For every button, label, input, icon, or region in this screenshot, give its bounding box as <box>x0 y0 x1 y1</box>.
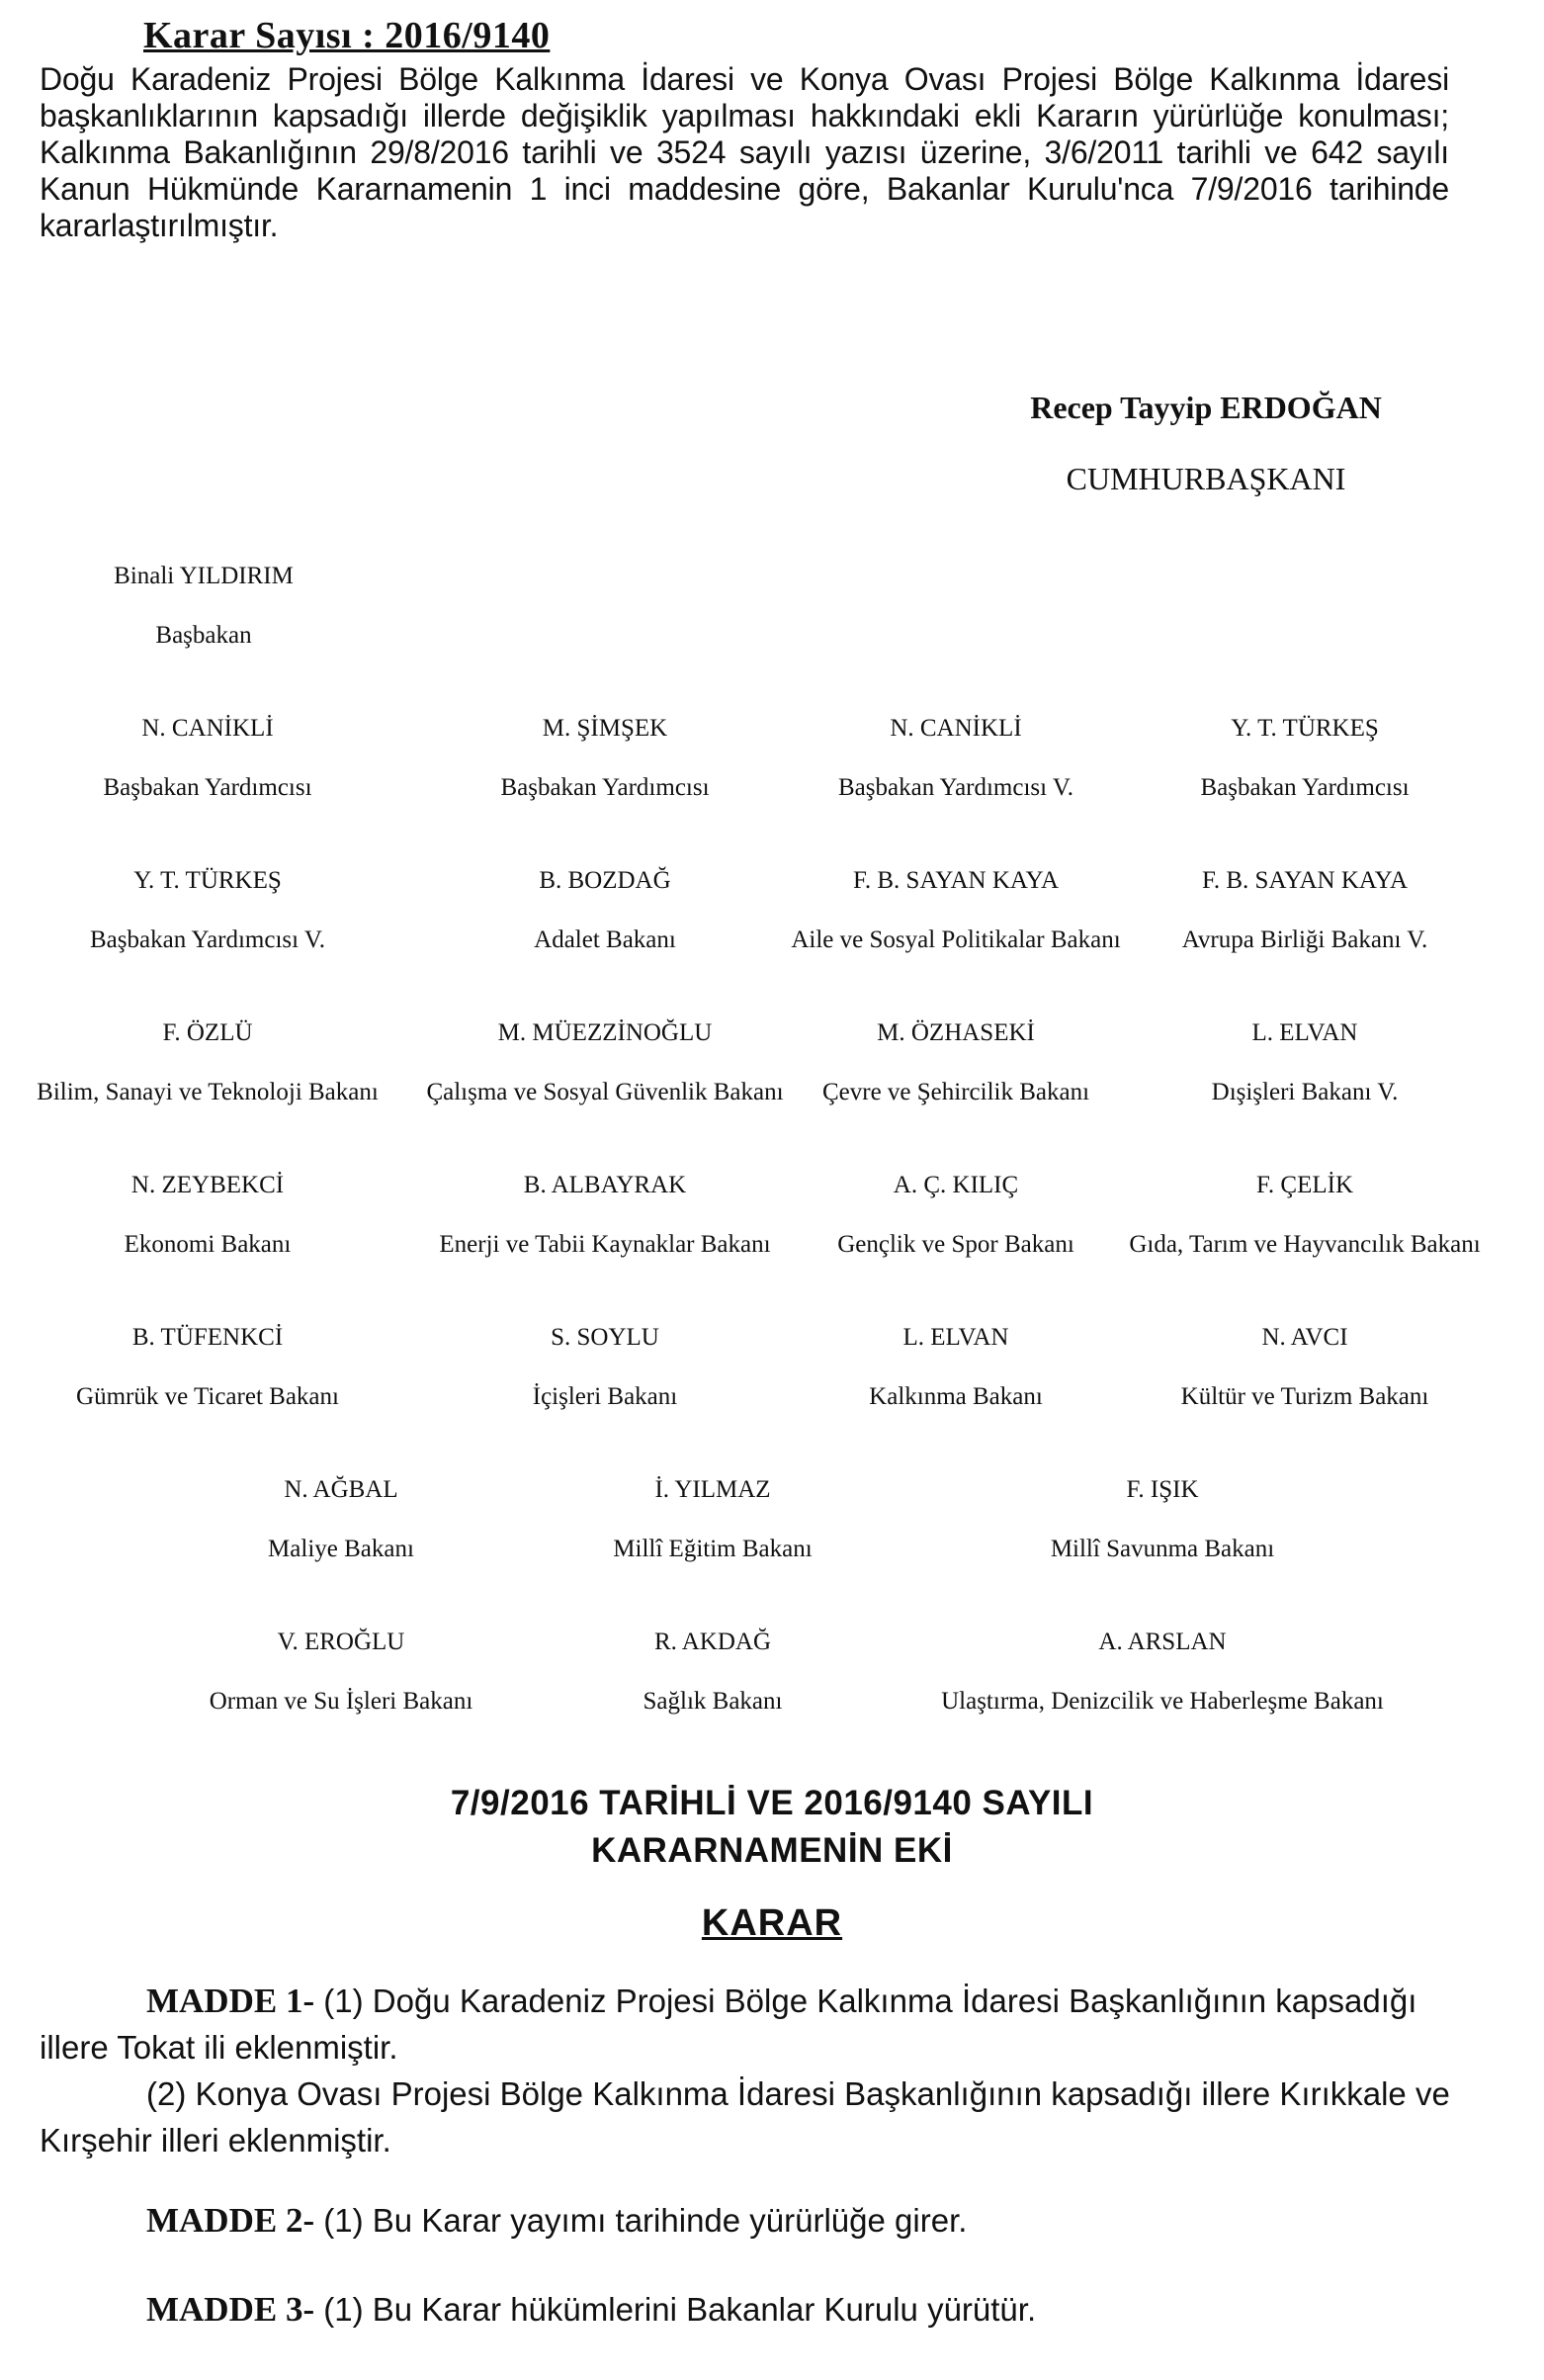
signatory-title: Ulaştırma, Denizcilik ve Haberleşme Bakanı <box>941 1688 1384 1715</box>
signatory-r5-c4 <box>1077 1323 1532 1412</box>
signatory-title: İçişleri Bakanı <box>532 1383 678 1410</box>
article-3-label: MADDE 3- <box>146 2290 315 2329</box>
signatory-r4-c4 <box>1077 1171 1532 1260</box>
annex-title <box>0 1780 1544 1875</box>
signatory-r3-c1 <box>0 1018 435 1107</box>
article-2 <box>40 2197 1463 2244</box>
signatory-title: Çevre ve Şehircilik Bakanı <box>821 1079 1090 1105</box>
signatory-title: Gıda, Tarım ve Hayvancılık Bakanı <box>1129 1231 1481 1258</box>
signatory-r7-c3 <box>935 1628 1390 1717</box>
signatory-title: Aile ve Sosyal Politikalar Bakanı <box>791 926 1121 953</box>
article-2-label: MADDE 2- <box>146 2201 315 2240</box>
signatory-title: Kültür ve Turizm Bakanı <box>1180 1383 1429 1410</box>
decision-number-heading: Karar Sayısı : 2016/9140 <box>143 15 551 56</box>
president-title: CUMHURBAŞKANI <box>1066 461 1346 496</box>
signatory-name: B. BOZDAĞ <box>539 867 671 894</box>
signatory-name: F. ÖZLÜ <box>162 1019 253 1046</box>
signatory-name: F. IŞIK <box>1126 1476 1199 1503</box>
signatory-name: N. AĞBAL <box>284 1476 398 1503</box>
signatory-title: Kalkınma Bakanı <box>869 1383 1043 1410</box>
article-3-text: (1) Bu Karar hükümlerini Bakanlar Kurulu yürütür. <box>323 2291 1037 2328</box>
karar-heading: KARAR <box>701 1902 843 1944</box>
signatory-title: Çalışma ve Sosyal Güvenlik Bakanı <box>426 1079 784 1105</box>
signatory-title: Başbakan Yardımcısı <box>1200 774 1410 801</box>
signatory-name: F. B. SAYAN KAYA <box>852 867 1060 894</box>
signatory-r1-c1 <box>0 714 435 803</box>
signatory-title: Millî Savunma Bakanı <box>1050 1536 1275 1562</box>
signatory-name: F. ÇELİK <box>1256 1172 1353 1198</box>
signatory-name: Y. T. TÜRKEŞ <box>133 867 282 894</box>
signatory-title: Başbakan Yardımcısı <box>103 774 312 801</box>
signatory-title: Başbakan Yardımcısı V. <box>838 774 1073 801</box>
signatory-title: Bilim, Sanayi ve Teknoloji Bakanı <box>37 1079 379 1105</box>
signatory-title: Başbakan Yardımcısı <box>500 774 710 801</box>
article-1-paragraph-1 <box>40 1978 1463 2071</box>
preamble-text: Doğu Karadeniz Projesi Bölge Kalkınma İdaresi ve Konya Ovası Projesi Bölge Kalkınma İdaresi başkanlıklarının kapsadığı illerde değişiklik yapılması hakkındaki ekli Kararın yürürlüğe konulması; Kalkınma Bakanlığının 29/8/2016 tarihli ve 3524 sayılı yazısı üzerine, 3/6/2011 tarihli ve 642 sayılı Kanun Hükmünde Kararnamenin 1 inci maddesine göre, Bakanlar Kurulu'nca 7/9/2016 tarihinde kararlaştırılmıştır. <box>40 61 1449 243</box>
signatory-name: N. ZEYBEKCİ <box>130 1172 285 1198</box>
signatory-name: M. ŞİMŞEK <box>542 715 668 742</box>
signatory-name: R. AKDAĞ <box>653 1629 772 1655</box>
signatory-title: Sağlık Bakanı <box>643 1688 783 1715</box>
signatory-r2-c4 <box>1077 866 1532 955</box>
signatory-name: N. CANİKLİ <box>890 715 1022 742</box>
annex-title-line-2: KARARNAMENİN EKİ <box>591 1831 953 1870</box>
signatory-r2-c1 <box>0 866 435 955</box>
signatory-r3-c4 <box>1077 1018 1532 1107</box>
article-2-text: (1) Bu Karar yayımı tarihinde yürürlüğe girer. <box>323 2202 968 2239</box>
article-1-paragraph-1-text: (1) Doğu Karadeniz Projesi Bölge Kalkınma İdaresi Başkanlığının kapsadığı illere Tokat ili eklenmiştir. <box>40 1983 1417 2066</box>
signatory-name: N. CANİKLİ <box>141 715 274 742</box>
signatory-title: Dışişleri Bakanı V. <box>1211 1079 1399 1105</box>
signatory-name: B. ALBAYRAK <box>523 1172 687 1198</box>
article-1-paragraph-2 <box>40 2071 1463 2163</box>
signatory-name: N. AVCI <box>1261 1324 1348 1351</box>
signatory-r6-c2 <box>485 1475 940 1564</box>
article-1-paragraph-2-text: (2) Konya Ovası Projesi Bölge Kalkınma İdaresi Başkanlığının kapsadığı illere Kırıkkale ve Kırşehir illeri eklenmiştir. <box>40 2075 1450 2159</box>
signatory-name: A. ARSLAN <box>1098 1629 1227 1655</box>
annex-title-line-1: 7/9/2016 TARİHLİ VE 2016/9140 SAYILI <box>450 1784 1094 1822</box>
signatory-title: Avrupa Birliği Bakanı V. <box>1181 926 1428 953</box>
signatory-title: Orman ve Su İşleri Bakanı <box>209 1688 473 1715</box>
signatory-name: F. B. SAYAN KAYA <box>1201 867 1409 894</box>
signatory-r5-c1 <box>0 1323 435 1412</box>
president-name: Recep Tayyip ERDOĞAN <box>1030 390 1382 425</box>
signatory-name: Y. T. TÜRKEŞ <box>1231 715 1379 742</box>
signatory-name: Binali YILDIRIM <box>114 563 294 589</box>
signatory-r4-c1 <box>0 1171 435 1260</box>
signatory-title: Maliye Bakanı <box>268 1536 414 1562</box>
signatory-title: Enerji ve Tabii Kaynaklar Bakanı <box>439 1231 771 1258</box>
signatory-title: Millî Eğitim Bakanı <box>613 1536 813 1562</box>
signatory-title: Başbakan Yardımcısı V. <box>90 926 325 953</box>
signatory-title: Başbakan <box>155 622 252 649</box>
signatory-title: Adalet Bakanı <box>534 926 676 953</box>
signatory-name: A. Ç. KILIÇ <box>893 1172 1019 1198</box>
article-1-label: MADDE 1- <box>146 1982 315 2020</box>
signatory-name: İ. YILMAZ <box>654 1476 771 1503</box>
signatory-title: Ekonomi Bakanı <box>124 1231 292 1258</box>
signatory-r6-c3 <box>935 1475 1390 1564</box>
signatory-name: M. ÖZHASEKİ <box>877 1019 1035 1046</box>
signatory-r7-c2 <box>485 1628 940 1717</box>
signatory-name: V. EROĞLU <box>277 1629 405 1655</box>
signatory-name: L. ELVAN <box>1251 1019 1358 1046</box>
signatory-title: Gençlik ve Spor Bakanı <box>837 1231 1074 1258</box>
signatory-name: L. ELVAN <box>902 1324 1009 1351</box>
signatory-name: M. MÜEZZİNOĞLU <box>497 1019 713 1046</box>
article-3 <box>40 2286 1463 2333</box>
signatory-name: S. SOYLU <box>551 1324 659 1351</box>
signatory-r1-c4 <box>1077 714 1532 803</box>
signatory-title: Gümrük ve Ticaret Bakanı <box>76 1383 339 1410</box>
signatory-name: B. TÜFENKCİ <box>131 1324 284 1351</box>
article-1 <box>40 1978 1463 2163</box>
signatory-prime-minister <box>0 562 431 651</box>
